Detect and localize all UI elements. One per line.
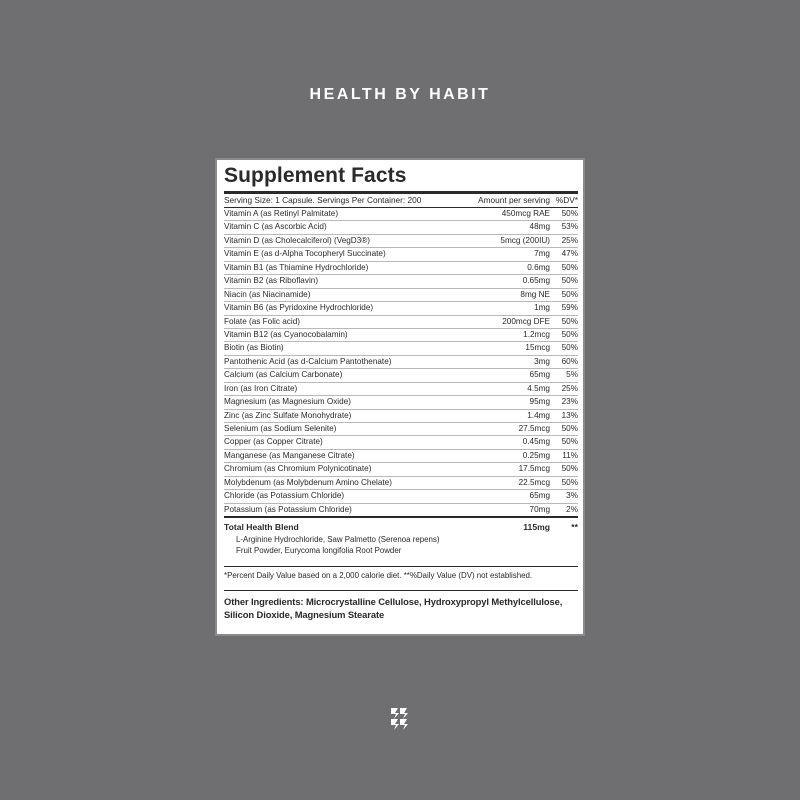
nutrient-name: Copper (as Copper Citrate) [224,437,323,447]
nutrient-name: Vitamin E (as d-Alpha Tocopheryl Succinate) [224,249,386,259]
nutrient-amount: 8mg NE [520,289,550,299]
brand-title: HEALTH BY HABIT [309,86,491,103]
blend-description-line1: L-Arginine Hydrochloride, Saw Palmetto (Serenoa repens) [236,535,440,545]
nutrient-row [224,289,578,302]
nutrient-dv: 50% [561,316,578,326]
nutrient-amount: 65mg [529,370,550,380]
supplement-facts-panel [215,158,585,636]
nutrient-dv: 50% [561,329,578,339]
nutrient-dv: 5% [566,370,578,380]
nutrient-dv: 50% [561,209,578,218]
nutrient-amount: 4.5mg [527,383,550,393]
nutrient-name: Biotin (as Biotin) [224,343,284,353]
other-ingredients: Other Ingredients: Microcrystalline Cellulose, Hydroxypropyl Methylcellulose, Silicon Dioxide, Magnesium Stearate [224,596,563,620]
nutrient-row [224,450,578,463]
nutrient-row [224,477,578,490]
nutrient-dv: 47% [561,249,578,259]
nutrient-amount: 22.5mcg [518,477,550,487]
nutrient-dv: 3% [566,491,578,501]
nutrient-row [224,221,578,234]
nutrient-row [224,235,578,248]
nutrient-name: Zinc (as Zinc Sulfate Monohydrate) [224,410,352,420]
nutrient-name: Vitamin B6 (as Pyridoxine Hydrochloride) [224,303,374,313]
nutrient-name: Vitamin B1 (as Thiamine Hydrochloride) [224,262,369,272]
nutrient-row [224,396,578,409]
nutrient-dv: 50% [561,477,578,487]
nutrient-row [224,410,578,423]
nutrient-list [224,208,578,518]
nutrient-amount: 0.25mg [522,450,550,460]
panel-title: Supplement Facts [224,164,578,194]
nutrient-amount: 1mg [534,303,550,313]
amount-header: Amount per serving [478,195,550,205]
nutrient-amount: 95mg [529,397,550,407]
nutrient-amount: 0.6mg [527,262,550,272]
nutrient-name: Vitamin B12 (as Cyanocobalamin) [224,329,348,339]
serving-info: Serving Size: 1 Capsule. Servings Per Container: 200 [224,195,422,205]
nutrient-amount: 48mg [529,222,550,232]
nutrient-name: Calcium (as Calcium Carbonate) [224,370,343,380]
nutrient-dv: 50% [561,262,578,272]
nutrient-name: Vitamin A (as Retinyl Palmitate) [224,209,339,218]
nutrient-dv: 50% [561,343,578,353]
nutrient-name: Chloride (as Potassium Chloride) [224,491,345,501]
nutrient-name: Manganese (as Manganese Citrate) [224,450,355,460]
nutrient-name: Folate (as Folic acid) [224,316,300,326]
nutrient-row [224,463,578,476]
nutrient-dv: 25% [561,235,578,245]
nutrient-amount: 65mg [529,491,550,501]
nutrient-row [224,369,578,382]
nutrient-dv: 23% [561,397,578,407]
nutrient-amount: 17.5mcg [518,464,550,474]
nutrient-row [224,262,578,275]
nutrient-dv: 13% [561,410,578,420]
nutrient-amount: 27.5mcg [518,424,550,433]
nutrient-row [224,356,578,369]
blend-dv: ** [571,522,578,533]
nutrient-dv: 50% [561,424,578,433]
nutrient-dv: 11% [562,450,578,460]
nutrient-name: Niacin (as Niacinamide) [224,289,311,299]
nutrient-dv: 53% [561,222,578,232]
nutrient-amount: 5mcg (200IU) [500,235,550,245]
nutrient-row [224,423,578,436]
nutrient-dv: 59% [561,303,578,313]
nutrient-name: Molybdenum (as Molybdenum Amino Chelate) [224,477,392,487]
nutrient-row [224,316,578,329]
nutrient-name: Magnesium (as Magnesium Oxide) [224,397,351,407]
nutrient-name: Chromium (as Chromium Polynicotinate) [224,464,372,474]
nutrient-row [224,208,578,221]
nutrient-dv: 25% [561,383,578,393]
nutrient-dv: 50% [561,437,578,447]
nutrient-row [224,436,578,449]
nutrient-name: Vitamin C (as Ascorbic Acid) [224,222,327,232]
nutrient-row [224,275,578,288]
serving-header [224,195,578,208]
nutrient-amount: 15mcg [525,343,550,353]
nutrient-dv: 60% [561,356,578,366]
nutrient-dv: 2% [566,504,578,514]
nutrient-row [224,329,578,342]
nutrient-amount: 200mcg DFE [502,316,550,326]
nutrient-amount: 1.4mg [527,410,550,420]
dv-footnote: *Percent Daily Value based on a 2,000 calorie diet. **%Daily Value (DV) not established. [224,567,578,591]
nutrient-dv: 50% [561,464,578,474]
nutrient-name: Pantothenic Acid (as d-Calcium Pantothenate) [224,356,392,366]
nutrient-amount: 0.65mg [522,276,550,286]
nutrient-row [224,383,578,396]
blend-name: Total Health Blend [224,522,299,533]
blend-description-line2: Fruit Powder, Eurycoma longifolia Root Powder [236,546,402,556]
nutrient-row [224,490,578,503]
nutrient-amount: 7mg [534,249,550,259]
nutrient-name: Iron (as Iron Citrate) [224,383,298,393]
nutrient-dv: 50% [561,276,578,286]
nutrient-amount: 70mg [529,504,550,514]
nutrient-row [224,302,578,315]
nutrient-amount: 450mcg RAE [501,209,550,218]
nutrient-dv: 50% [561,289,578,299]
nutrient-name: Potassium (as Potassium Chloride) [224,504,352,514]
nutrient-row [224,248,578,261]
nutrient-amount: 1.2mcg [523,329,550,339]
blend-amount: 115mg [523,522,550,533]
nutrient-row [224,342,578,355]
nutrient-amount: 0.45mg [522,437,550,447]
blend-section [224,518,578,567]
nutrient-amount: 3mg [534,356,550,366]
dv-header: %DV* [555,195,578,205]
brand-mark-icon [387,706,413,732]
nutrient-row [224,504,578,518]
nutrient-name: Vitamin D (as Cholecalciferol) (VegD3®) [224,235,371,245]
nutrient-name: Selenium (as Sodium Selenite) [224,424,337,433]
nutrient-name: Vitamin B2 (as Riboflavin) [224,276,319,286]
